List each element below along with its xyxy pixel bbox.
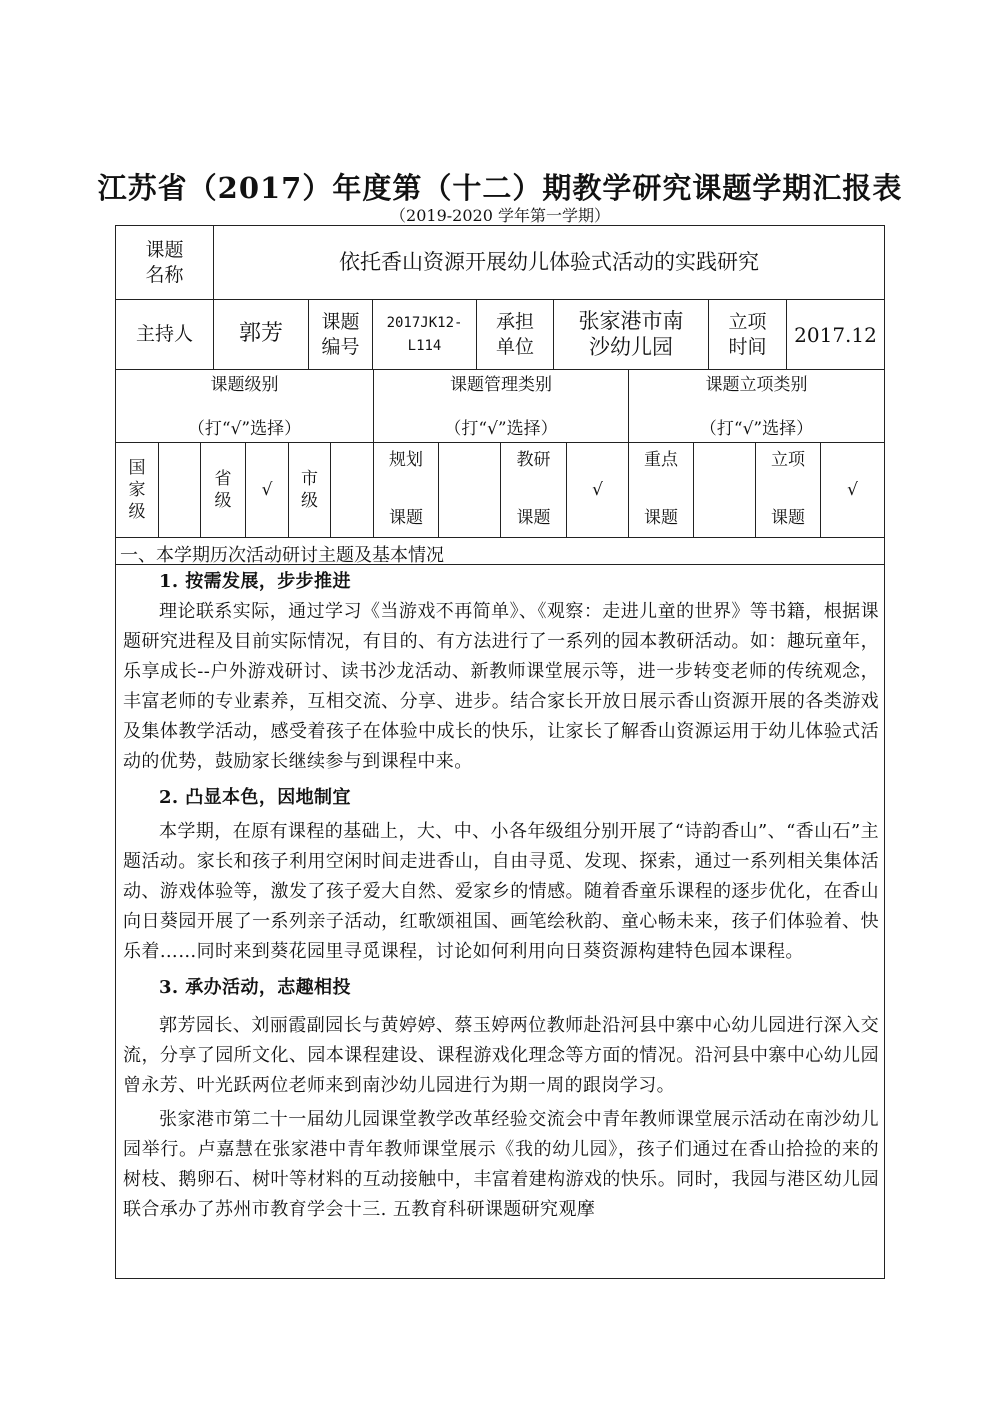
unit-label-line1: 承担	[495, 310, 534, 333]
document-subtitle: （2019-2020 学年第一学期）	[390, 206, 610, 225]
project-name-label-line1: 课题	[145, 238, 184, 261]
project-name-label	[116, 226, 213, 299]
national-line3: 级	[128, 502, 146, 523]
code-label	[309, 300, 372, 369]
unit-value-line1: 张家港市南	[578, 309, 684, 334]
key-line1: 重点	[644, 450, 678, 470]
type-title: 课题立项类别	[705, 375, 808, 395]
national-level-label	[116, 443, 158, 537]
document-title: 江苏省（2017）年度第（十二）期教学研究课题学期汇报表	[97, 171, 903, 205]
national-line1: 国	[128, 457, 146, 478]
city-line1: 市	[301, 468, 318, 489]
teaching-project-label	[501, 443, 566, 537]
subheading-1: 1. 按需发展，步步推进	[159, 571, 351, 592]
date-value: 2017.12	[794, 322, 877, 347]
approved-line1: 立项	[771, 450, 805, 470]
paragraph-1: 理论联系实际，通过学习《当游戏不再简单》、《观察：走进儿童的世界》等书籍，根据课题研究进程及目前实际情况，有目的、有方法进行了一系列的园本教研活动。如：趣玩童年，乐享成长--户外游戏研讨、读书沙龙活动、新教师课堂展示等，进一步转变老师的传统观念，丰富老师的专业素养，互相交流、分享、进步。结合家长开放日展示香山资源开展的各类游戏及集体教学活动，感受着孩子在体验中成长的快乐，让家长了解香山资源运用于幼儿体验式活动的优势，鼓励家长继续参与到课程中来。	[123, 601, 879, 772]
section-heading: 一、本学期历次活动研讨主题及基本情况	[120, 545, 444, 566]
subheading-3: 3. 承办活动，志趣相投	[159, 977, 351, 998]
unit-label-line2: 单位	[495, 335, 534, 358]
plan-line1: 规划	[389, 450, 423, 470]
city-level-checkbox[interactable]	[331, 443, 373, 537]
project-name-label-line2: 名称	[145, 263, 184, 286]
date-label	[709, 300, 786, 369]
paragraph-2: 本学期，在原有课程的基础上，大、中、小各年级组分别开展了“诗韵香山”、“香山石”主题活动。家长和孩子利用空闲时间走进香山，自由寻觅、发现、探索，通过一系列相关集体活动、游戏体验等，激发了孩子爱大自然、爱家乡的情感。随着香童乐课程的逐步优化，在香山向日葵园开展了一系列亲子活动，红歌颂祖国、画笔绘秋韵、童心畅未来，孩子们体验着、快乐着……同时来到葵花园里寻觅课程，讨论如何利用向日葵资源构建特色园本课程。	[123, 821, 879, 962]
host-value: 郭芳	[238, 321, 283, 347]
approved-project-checkbox[interactable]: √	[847, 479, 858, 500]
mgmt-title: 课题管理类别	[450, 375, 552, 395]
provincial-level-label	[201, 443, 245, 537]
teaching-project-checkbox[interactable]: √	[592, 479, 603, 500]
subheading-2: 2. 凸显本色，因地制宜	[159, 787, 351, 808]
provincial-line1: 省	[214, 468, 232, 489]
mgmt-hint: （打“√”选择）	[444, 418, 558, 439]
city-level-label	[289, 443, 330, 537]
level-title: 课题级别	[210, 375, 279, 395]
paragraph-3: 郭芳园长、刘丽霞副园长与黄婷婷、蔡玉婷两位教师赴沿河县中寨中心幼儿园进行深入交流，分享了园所文化、园本课程建设、课程游戏化理念等方面的情况。沿河县中寨中心幼儿园曾永芳、叶光跃两位老师来到南沙幼儿园进行为期一周的跟岗学习。	[123, 1015, 879, 1096]
host-label: 主持人	[135, 323, 193, 346]
key-line2: 课题	[644, 507, 678, 528]
teach-line2: 课题	[516, 507, 551, 528]
unit-value-line2: 沙幼儿园	[589, 334, 673, 359]
code-value-line1: 2017JK12-	[386, 315, 463, 332]
planning-project-label	[374, 443, 438, 537]
planning-project-checkbox[interactable]	[439, 443, 500, 537]
type-header	[629, 370, 884, 442]
code-label-line2: 编号	[321, 335, 360, 358]
national-level-checkbox[interactable]	[159, 443, 200, 537]
code-label-line1: 课题	[321, 310, 360, 333]
plan-line2: 课题	[389, 507, 423, 528]
date-label-line1: 立项	[728, 310, 767, 333]
national-line2: 家	[128, 479, 146, 500]
key-project-label	[629, 443, 693, 537]
provincial-line2: 级	[214, 491, 232, 511]
project-name-value: 依托香山资源开展幼儿体验式活动的实践研究	[339, 249, 759, 274]
section-body	[123, 567, 879, 1273]
code-value	[373, 300, 476, 369]
level-header	[116, 370, 373, 442]
level-hint: （打“√”选择）	[187, 418, 302, 439]
approved-project-label	[756, 443, 820, 537]
provincial-level-checkbox[interactable]: √	[261, 479, 273, 500]
key-project-checkbox[interactable]	[694, 443, 755, 537]
paragraph-4: 张家港市第二十一届幼儿园课堂教学改革经验交流会中青年教师课堂展示活动在南沙幼儿园举行。卢嘉慧在张家港中青年教师课堂展示《我的幼儿园》，孩子们通过在香山拾捡的来的树枝、鹅卵石、树叶等材料的互动接触中，丰富着建构游戏的快乐。同时，我园与港区幼儿园联合承办了苏州市教育学会十三. 五教育科研课题研究观摩	[123, 1109, 879, 1220]
city-line2: 级	[301, 491, 318, 511]
unit-value	[554, 300, 708, 369]
approved-line2: 课题	[771, 507, 805, 528]
row-divider	[115, 537, 885, 538]
date-label-line2: 时间	[728, 335, 767, 358]
code-value-line2: L114	[407, 337, 442, 354]
teach-line1: 教研	[516, 450, 551, 470]
type-hint: （打“√”选择）	[699, 418, 814, 439]
mgmt-header	[374, 370, 628, 442]
unit-label	[477, 300, 553, 369]
